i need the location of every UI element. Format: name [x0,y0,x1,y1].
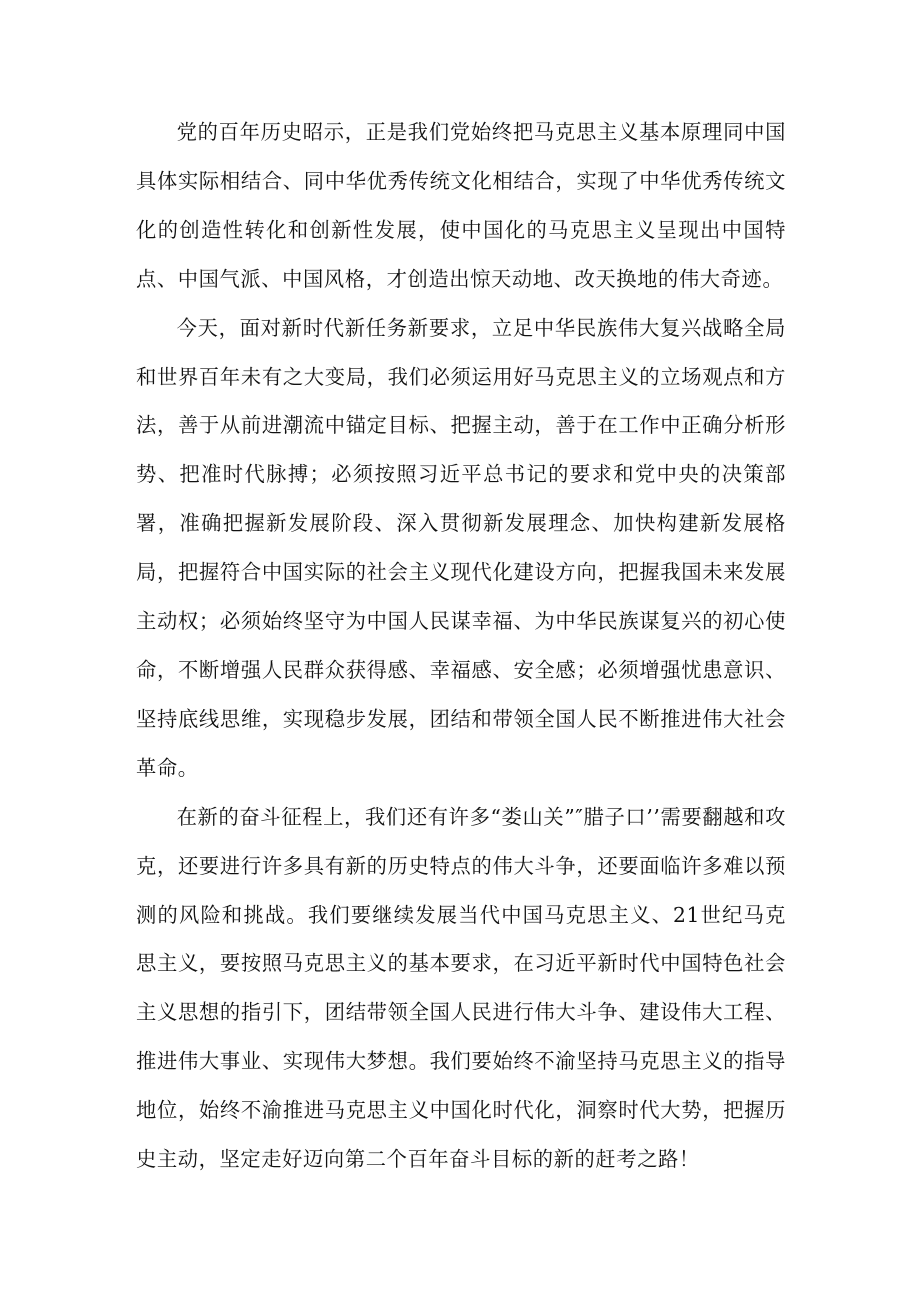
paragraph-2: 今天，面对新时代新任务新要求，立足中华民族伟大复兴战略全局和世界百年未有之大变局，我们必须运用好马克思主义的立场观点和方法，善于从前进潮流中锚定目标、把握主动，善于在工作中正确分析形势、把准时代脉搏；必须按照习近平总书记的要求和党中央的决策部署，准确把握新发展阶段、深入贯彻新发展理念、加快构建新发展格局，把握符合中国实际的社会主义现代化建设方向，把握我国未来发展主动权；必须始终坚守为中国人民谋幸福、为中华民族谋复兴的初心使命，不断增强人民群众获得感、幸福感、安全感；必须增强忧患意识、坚持底线思维，实现稳步发展，团结和带领全国人民不断推进伟大社会革命。 [136,315,786,780]
document-body [136,108,786,1184]
paragraph-3: 在新的奋斗征程上，我们还有许多“娄山关”″腊子口’’需要翻越和攻克，还要进行许多具有新的历史特点的伟大斗争，还要面临许多难以预测的风险和挑战。我们要继续发展当代中国马克思主义、21世纪马克思主义，要按照马克思主义的基本要求，在习近平新时代中国特色社会主义思想的指引下，团结带领全国人民进行伟大斗争、建设伟大工程、推进伟大事业、实现伟大梦想。我们要始终不渝坚持马克思主义的指导地位，始终不渝推进马克思主义中国化时代化，洞察时代大势，把握历史主动，坚定走好迈向第二个百年奋斗目标的新的赶考之路！ [136,804,786,1172]
paragraph-1: 党的百年历史昭示，正是我们党始终把马克思主义基本原理同中国具体实际相结合、同中华优秀传统文化相结合，实现了中华优秀传统文化的创造性转化和创新性发展，使中国化的马克思主义呈现出中国特点、中国气派、中国风格，才创造出惊天动地、改天换地的伟大奇迹。 [136,120,786,291]
